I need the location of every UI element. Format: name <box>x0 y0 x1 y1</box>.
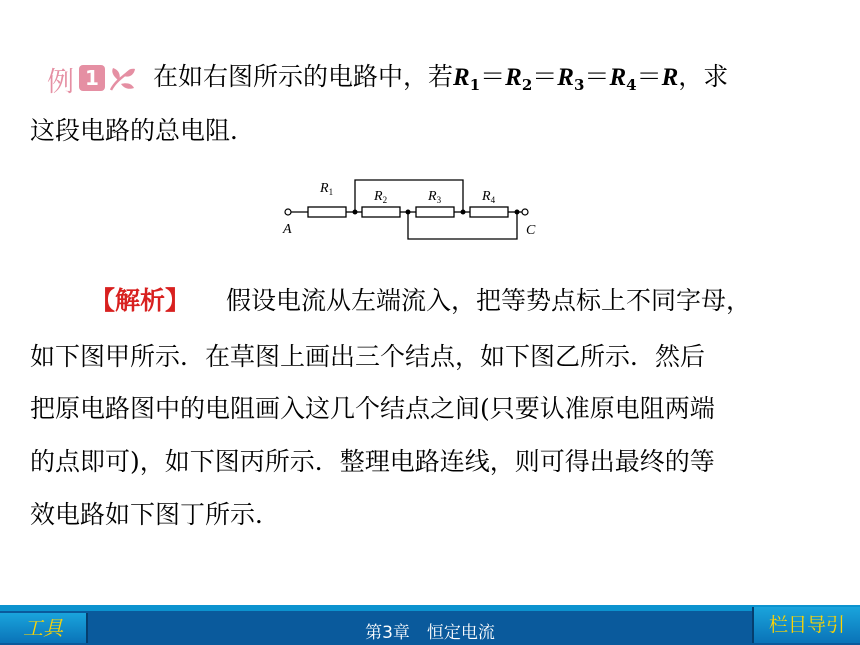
solution-line-5: 效电路如下图丁所示． <box>30 500 281 529</box>
example-number: 1 <box>79 65 105 91</box>
label-r4: $R_4$ <box>482 189 496 205</box>
junction-dot <box>406 210 411 215</box>
resistor-r2 <box>362 207 400 217</box>
example-label: 例 <box>47 67 74 98</box>
label-c: C <box>526 223 536 238</box>
question-line-1: 在如右图所示的电路中，若$R_1=R_2=R_3=R_4=R$，求 <box>153 62 729 94</box>
section-nav-label: 栏目导引 <box>768 614 845 636</box>
solution-line-3: 把原电路图中的电阻画入这几个结点之间(只要认准原电阻两端 <box>30 394 715 423</box>
junction-dot <box>515 210 520 215</box>
chapter-title: 第3章 恒定电流 <box>365 623 495 643</box>
label-a: A <box>283 222 292 237</box>
label-r1: $R_1$ <box>320 181 334 197</box>
junction-dot <box>461 210 466 215</box>
footer-strip <box>0 605 860 611</box>
solution-line-2: 如下图甲所示．在草图上画出三个结点，如下图乙所示．然后 <box>30 342 706 371</box>
leaf-icon <box>107 66 137 92</box>
resistor-r3 <box>416 207 454 217</box>
solution-line-4: 的点即可)，如下图丙所示．整理电路连线，则可得出最终的等 <box>30 447 715 476</box>
terminal-a <box>285 209 291 215</box>
example-badge <box>47 63 143 98</box>
solution-line-1: 【解析】 假设电流从左端流入，把等势点标上不同字母， <box>90 286 752 315</box>
footer-bar <box>0 605 860 645</box>
label-r3: $R_3$ <box>428 189 442 205</box>
terminal-c <box>522 209 528 215</box>
circuit-diagram <box>280 172 550 244</box>
section-nav-button[interactable] <box>752 607 860 643</box>
tools-button-label: 工具 <box>23 616 63 640</box>
resistor-r1 <box>308 207 346 217</box>
question-line-2: 这段电路的总电阻． <box>30 116 256 145</box>
resistor-r4 <box>470 207 508 217</box>
solution-label: 【解析】 <box>90 286 191 315</box>
junction-dot <box>353 210 358 215</box>
label-r2: $R_2$ <box>374 189 388 205</box>
